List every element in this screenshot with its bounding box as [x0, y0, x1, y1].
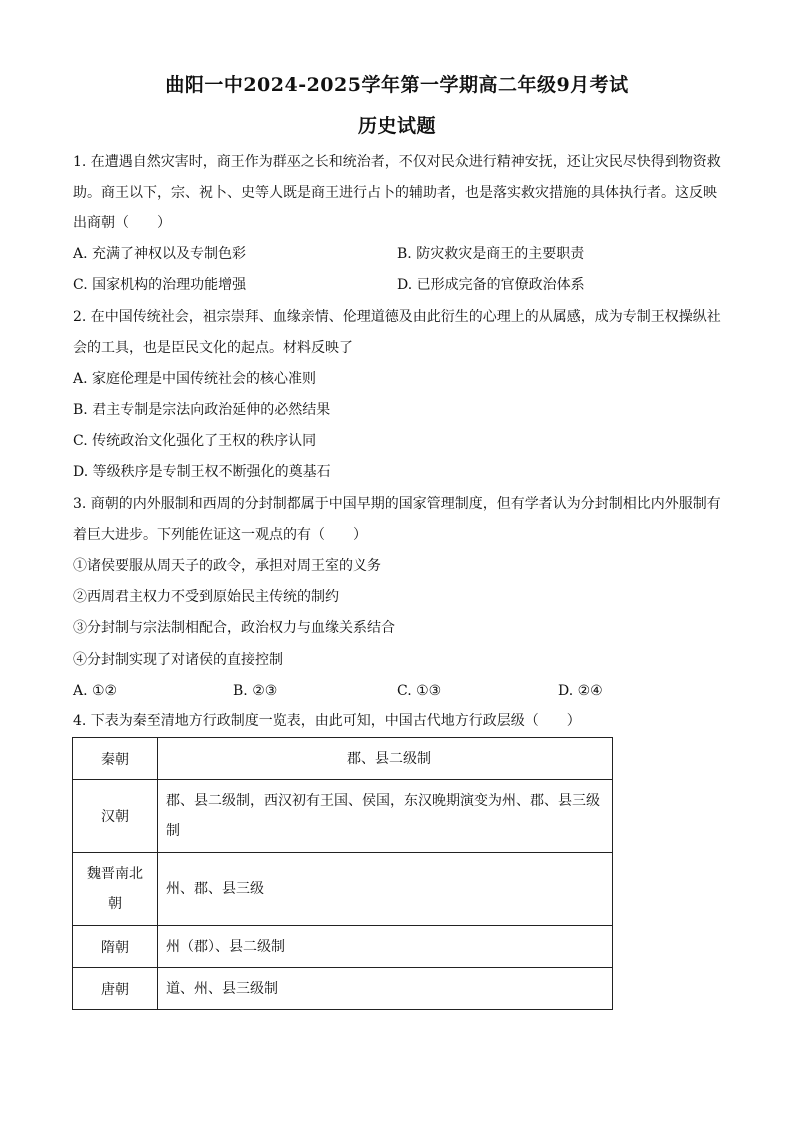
q3-line-2: 着巨大进步。下列能佐证这一观点的有（ ） [73, 527, 367, 543]
dynasty-cell: 隋朝 [73, 926, 158, 968]
q2-option-a: A. 家庭伦理是中国传统社会的核心准则 [73, 371, 317, 387]
q1-line-3: 出商朝（ ） [73, 215, 171, 231]
q1-option-d: D. 已形成完备的官僚政治体系 [397, 277, 585, 293]
dynasty-cell: 唐朝 [73, 968, 158, 1010]
q2-option-d: D. 等级秩序是专制王权不断强化的奠基石 [73, 464, 331, 480]
q2-option-b: B. 君主专制是宗法向政治延伸的必然结果 [73, 402, 331, 418]
q3-statement-4: ④分封制实现了对诸侯的直接控制 [73, 652, 283, 668]
exam-subtitle: 历史试题 [357, 115, 436, 137]
q2-line-1: 2. 在中国传统社会，祖宗崇拜、血缘亲情、伦理道德及由此衍生的心理上的从属感，成为专制王权操纵社 [73, 309, 721, 325]
system-cell: 郡、县二级制，西汉初有王国、侯国，东汉晚期演变为州、郡、县三级制 [158, 780, 613, 853]
admin-system-table [72, 737, 613, 1010]
system-cell: 道、州、县三级制 [158, 968, 613, 1010]
q3-line-1: 3. 商朝的内外服制和西周的分封制都属于中国早期的国家管理制度，但有学者认为分封制相比内外服制有 [73, 496, 721, 512]
dynasty-label: 魏晋南北朝 [87, 866, 143, 912]
exam-title: 曲阳一中2024-2025学年第一学期高二年级9月考试 [165, 74, 629, 96]
q1-line-1: 1. 在遭遇自然灾害时，商王作为群巫之长和统治者，不仅对民众进行精神安抚，还让灾民尽快得到物资救 [73, 154, 721, 170]
system-cell: 州、郡、县三级 [158, 853, 613, 926]
system-cell: 州（郡）、县二级制 [158, 926, 613, 968]
dynasty-cell-wrap [73, 853, 158, 926]
q1-option-b: B. 防灾救灾是商王的主要职责 [397, 246, 585, 262]
q1-option-c: C. 国家机构的治理功能增强 [73, 277, 247, 293]
table-row [73, 738, 613, 780]
dynasty-cell: 汉朝 [73, 780, 158, 853]
table-row [73, 968, 613, 1010]
q3-option-a: A. ①② [73, 683, 118, 699]
table-row [73, 780, 613, 853]
q2-option-c: C. 传统政治文化强化了王权的秩序认同 [73, 433, 317, 449]
q2-line-2: 会的工具，也是臣民文化的起点。材料反映了 [73, 340, 353, 356]
q3-option-c: C. ①③ [397, 683, 442, 699]
system-cell: 郡、县二级制 [158, 738, 613, 780]
q3-option-b: B. ②③ [233, 683, 278, 699]
q1-option-a: A. 充满了神权以及专制色彩 [73, 246, 247, 262]
q3-statement-3: ③分封制与宗法制相配合，政治权力与血缘关系结合 [73, 620, 395, 636]
q3-option-d: D. ②④ [558, 683, 603, 699]
q3-statement-1: ①诸侯要服从周天子的政令，承担对周王室的义务 [73, 558, 381, 574]
table-row [73, 853, 613, 926]
table-row [73, 926, 613, 968]
q4-line-1: 4. 下表为秦至清地方行政制度一览表，由此可知，中国古代地方行政层级（ ） [73, 713, 581, 729]
q3-statement-2: ②西周君主权力不受到原始民主传统的制约 [73, 589, 339, 605]
dynasty-cell: 秦朝 [73, 738, 158, 780]
q1-line-2: 助。商王以下，宗、祝卜、史等人既是商王进行占卜的辅助者，也是落实救灾措施的具体执行者。这反映 [73, 185, 717, 201]
